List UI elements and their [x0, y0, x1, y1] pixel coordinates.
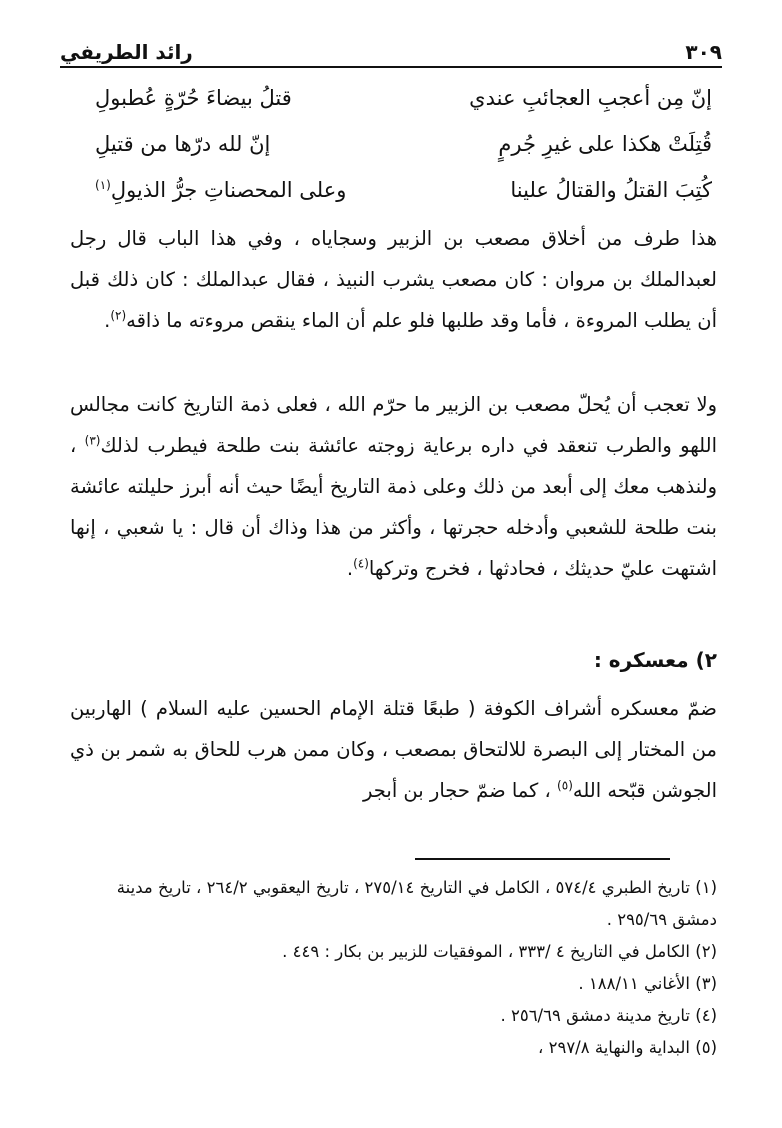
verse-text: وعلى المحصناتِ جرُّ الذيولِ — [110, 178, 347, 202]
paragraph — [70, 218, 717, 341]
paragraph-text: ولا تعجب أن يُحلّ مصعب بن الزبير ما حرّم الله ، فعلى ذمة التاريخ كانت مجالس اللهو والطرب تنعقد في داره برعاية زوجته عائشة بنت طلحة فيطرب لذلك — [70, 393, 717, 457]
paragraph — [70, 384, 717, 589]
paragraph-end: . — [104, 309, 111, 332]
footnote-item: (٢) الكامل في التاريخ ٤ /٣٣٣ ، الموفقيات للزبير بن بكار : ٤٤٩ . — [282, 942, 717, 961]
section-heading: ٢) معسكره : — [593, 648, 717, 672]
paragraph-text: ، كما ضمّ حجار بن أبجر — [363, 779, 551, 802]
footnote-marker: (٣) — [84, 433, 101, 448]
footnote-item: (٣) الأغاني ١٨٨/١١ . — [578, 974, 717, 993]
verse-first-hemistich: إنّ مِن أعجبِ العجائبِ عندي — [469, 86, 712, 110]
page-header — [60, 28, 722, 64]
page-number: ٣٠٩ — [685, 40, 722, 64]
footnote-divider — [415, 858, 670, 860]
footnote-item: (٥) البداية والنهاية ٢٩٧/٨ ، — [538, 1038, 717, 1057]
verse-second-hemistich: إنّ لله درّها من قتيلِ — [95, 132, 271, 156]
verse-line — [95, 124, 712, 164]
paragraph-text: ضمّ معسكره أشراف الكوفة ( طبعًا قتلة الإمام الحسين عليه السلام ) الهاربين من المختار إلى البصرة للالتحاق بمصعب ، وكان ممن هرب للحاق به شمر بن ذي الجوشن قبّحه الله — [70, 697, 717, 802]
verse-second-hemistich: قتلُ بيضاءَ حُرّةٍ عُطبولِ — [95, 86, 292, 110]
footnote-item: (٤) تاريخ مدينة دمشق ٢٥٦/٦٩ . — [500, 1006, 717, 1025]
footnote-item: (١) تاريخ الطبري ٥٧٤/٤ ، الكامل في التاريخ ٢٧٥/١٤ ، تاريخ اليعقوبي ٢٦٤/٢ ، تاريخ مدينة دمشق ٢٩٥/٦٩ . — [116, 878, 717, 929]
verse-first-hemistich: قُتِلَتْ هكذا على غيرِ جُرمٍ — [498, 132, 712, 156]
paragraph-text: ، ولنذهب معك إلى أبعد من ذلك وعلى ذمة التاريخ أيضًا حيث أنه أبرز حليلته عائشة بنت طلحة للشعبي وأدخله حجرتها ، وأكثر من هذا وذاك أن قال : يا شعبي ، إنها اشتهت عليّ حديثك ، فحادثها ، فخرج وتركها — [70, 434, 717, 580]
header-divider — [60, 66, 722, 68]
paragraph — [70, 688, 717, 811]
footnote-marker: (٥) — [557, 778, 573, 793]
footnotes — [70, 872, 717, 1064]
verse-line — [95, 78, 712, 118]
footnote-marker: (٢) — [110, 308, 127, 323]
footnote-marker: (٤) — [353, 556, 369, 571]
verse-line — [95, 170, 712, 210]
verse-second-hemistich — [95, 178, 346, 202]
verse-first-hemistich: كُتِبَ القتلُ والقتالُ علينا — [510, 178, 712, 202]
footnote-marker: (١) — [95, 178, 111, 192]
paragraph-text: هذا طرف من أخلاق مصعب بن الزبير وسجاياه ، وفي هذا الباب قال رجل لعبدالملك بن مروان : كان مصعب يشرب النبيذ ، فقال عبدالملك : كان ذلك قبل أن يطلب المروءة ، فأما وقد طلبها فلو علم أن الماء ينقص مروءته ما ذاقه — [70, 227, 717, 332]
running-title: رائد الطريفي — [60, 40, 193, 64]
paragraph-end: . — [346, 557, 354, 580]
